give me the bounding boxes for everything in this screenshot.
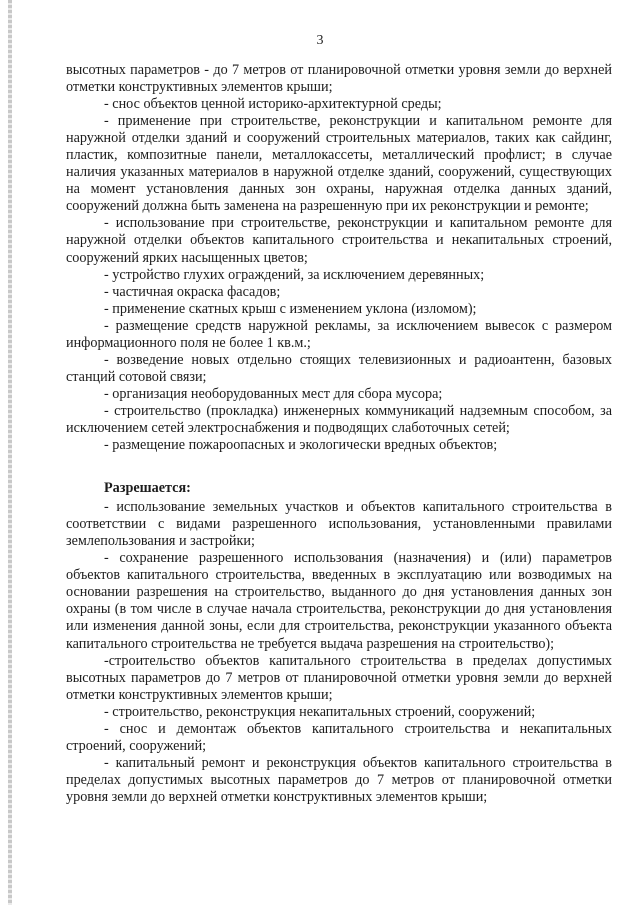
page-number: 3 — [316, 33, 324, 48]
prohibited-item: - размещение пожароопасных и экологически вредных объектов; — [104, 437, 498, 454]
prohibited-item: - возведение новых отдельно стоящих телевизионных и радиоантенн, базовых станций сотовой связи; — [66, 351, 612, 385]
allowed-item: - строительство, реконструкция некапитальных строений, сооружений; — [104, 703, 536, 720]
prohibited-item: - размещение средств наружной рекламы, за исключением вывесок с размером информационного поля не более 1 кв.м.; — [66, 317, 612, 351]
allowed-list — [66, 499, 612, 806]
prohibited-item: - снос объектов ценной историко-архитектурной среды; — [104, 96, 442, 113]
scan-binding-edge — [8, 0, 12, 905]
prohibited-item: - устройство глухих ограждений, за исключением деревянных; — [104, 266, 485, 283]
allowed-item: -строительство объектов капитального строительства в пределах допустимых высотных параметров до 7 метров от планировочной отметки уровня земли до верхней отметки конструктивных элементов крыши; — [66, 652, 612, 703]
allowed-item: - снос и демонтаж объектов капитального строительства и некапитальных строений, сооружений; — [66, 720, 612, 754]
prohibited-item: - использование при строительстве, реконструкции и капитальном ремонте для наружной отделки объектов капитального строительства и некапитальных строений, сооружений ярких насыщенных цветов; — [66, 215, 612, 266]
prohibited-item: - применение при строительстве, реконструкции и капитальном ремонте для наружной отделки зданий и сооружений строительных материалов, таких как сайдинг, пластик, композитные панели, металлокассеты, металлический профлист; в случае наличия указанных материалов в наружной отделке зданий, сооружений, существующих на момент установления данных зон охраны, наружная отделка данных зданий, сооружений должна быть заменена на разрешенную при их реконструкции и ремонте; — [66, 113, 612, 215]
allowed-item: - использование земельных участков и объектов капитального строительства в соответствии с видами разрешенного использования, установленными правилами землепользования и застройки; — [66, 499, 612, 550]
prohibited-item: - частичная окраска фасадов; — [104, 283, 281, 300]
prohibited-item: - организация необорудованных мест для сбора мусора; — [104, 385, 443, 402]
allowed-heading: Разрешается: — [104, 480, 191, 497]
allowed-item: - сохранение разрешенного использования (назначения) и (или) параметров объектов капитального строительства, введенных в эксплуатацию или возводимых на основании разрешения на строительство, выданного до дня установления данных зон охраны (в том числе в случае начала строительства, реконструкции до дня установления или изменения данной зоны, если для строительства, реконструкции указанного объекта капитального строительства не требуется выдача разрешения на строительство); — [66, 550, 612, 652]
prohibited-list — [66, 96, 612, 454]
prohibited-item: - строительство (прокладка) инженерных коммуникаций надземным способом, за исключением сетей электроснабжения и подводящих слаботочных сетей; — [66, 402, 612, 436]
prohibited-item: - применение скатных крыш с изменением уклона (изломом); — [104, 300, 477, 317]
allowed-item: - капитальный ремонт и реконструкция объектов капитального строительства в пределах допустимых высотных параметров до 7 метров от планировочной отметки уровня земли до верхней отметки конструктивных элементов крыши; — [66, 754, 612, 805]
section-spacer — [66, 454, 612, 480]
document-body — [66, 62, 612, 806]
prohibited-continuation-text: высотных параметров - до 7 метров от планировочной отметки уровня земли до верхней отметки конструктивных элементов крыши; — [66, 62, 612, 96]
